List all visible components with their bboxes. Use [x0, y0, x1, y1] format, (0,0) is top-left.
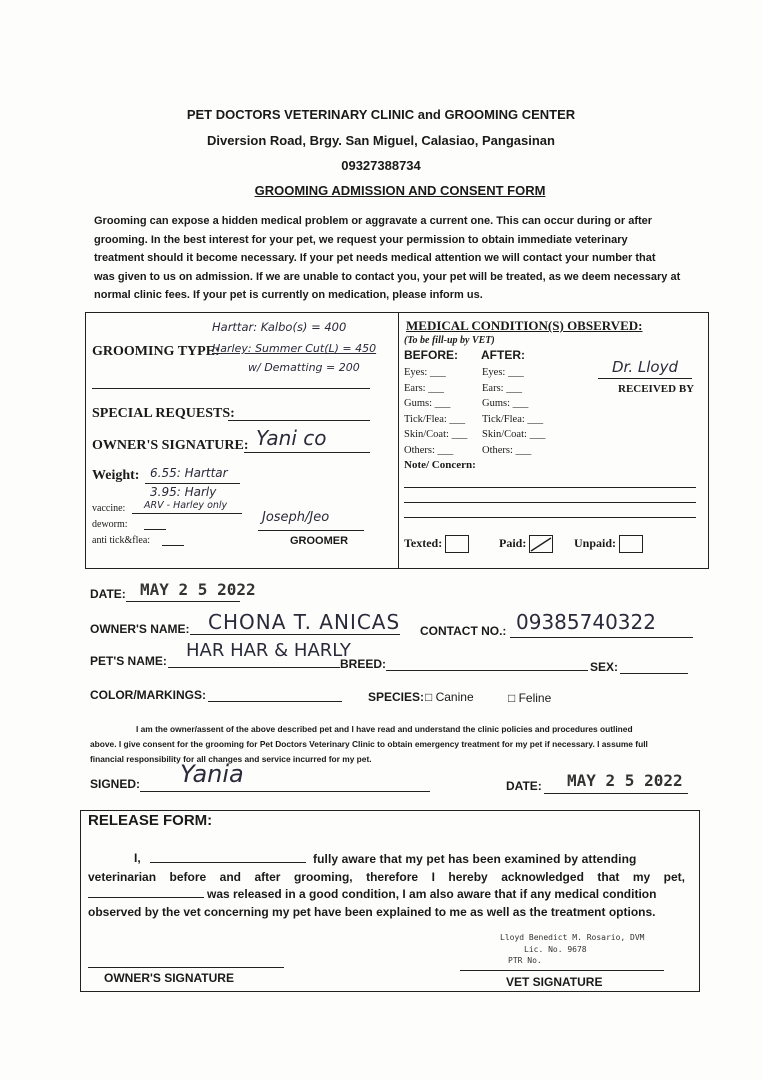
intro-line: normal clinic fees. If your pet is currently on medication, please inform us.	[94, 289, 483, 301]
consent-line: above. I give consent for the grooming for Pet Doctors Veterinary Clinic to obtain emergency treatment for my pet if necessary. I assume full	[90, 739, 648, 749]
before-item: Eyes: ___	[404, 367, 446, 378]
antitick-label: anti tick&flea:	[92, 535, 151, 546]
clinic-address: Diversion Road, Brgy. San Miguel, Calasiao, Pangasinan	[207, 133, 555, 148]
paid-box[interactable]	[529, 535, 553, 553]
release-title: RELEASE FORM:	[88, 812, 213, 829]
pet-name-label: PET'S NAME:	[90, 654, 167, 668]
sex-line	[620, 673, 688, 674]
deworm-line	[144, 529, 166, 530]
species-feline[interactable]: □ Feline	[508, 691, 552, 705]
after-item: Tick/Flea: ___	[482, 413, 544, 425]
grooming-type-label: GROOMING TYPE:	[92, 344, 220, 359]
date-line	[126, 601, 240, 602]
before-item: Tick/Flea: ___	[404, 413, 466, 425]
owner-signature-label: OWNER'S SIGNATURE:	[92, 438, 249, 453]
species-canine[interactable]: □ Canine	[425, 690, 474, 704]
owner-name-label: OWNER'S NAME:	[90, 622, 190, 636]
owner-signature-value: Yani co	[256, 426, 327, 450]
sex-label: SEX:	[590, 660, 619, 674]
received-by-line	[598, 378, 692, 379]
vet-signature-caption: VET SIGNATURE	[506, 975, 603, 989]
weight-label: Weight:	[92, 468, 140, 483]
texted-checkbox[interactable]: Texted:	[404, 535, 469, 553]
pet-name-line	[168, 667, 340, 668]
unpaid-checkbox[interactable]: Unpaid:	[574, 535, 643, 553]
signed-line	[140, 791, 430, 792]
color-label: COLOR/MARKINGS:	[90, 688, 206, 702]
check-mark-icon	[530, 536, 552, 552]
before-item: Skin/Coat: ___	[404, 429, 468, 441]
after-label: AFTER:	[481, 348, 525, 362]
note-line	[404, 517, 696, 518]
release-line2: veterinarian before and after grooming, therefore I hereby acknowledged that my pet,	[88, 870, 685, 884]
checkbox-icon: □	[425, 690, 433, 704]
before-label: BEFORE:	[404, 348, 458, 362]
vaccine-label: vaccine:	[92, 503, 126, 514]
medical-subtitle: (To be fill-up by VET)	[404, 335, 495, 346]
signed-value: Yania	[180, 760, 244, 788]
release-line1: fully aware that my pet has been examined by attending	[313, 852, 637, 866]
intro-line: grooming. In the best interest for your pet, we request your permission to obtain immediate veterinary	[94, 233, 628, 246]
deworm-label: deworm:	[92, 519, 128, 530]
note-line	[404, 502, 696, 503]
contact-value: 09385740322	[516, 610, 656, 634]
received-by-value: Dr. Lloyd	[612, 358, 678, 376]
date-label: DATE:	[90, 587, 126, 601]
pet-name-value: HAR HAR & HARLY	[186, 640, 351, 661]
vaccine-line	[132, 513, 242, 514]
stamp-line: PTR No.	[508, 956, 542, 965]
box-divider	[398, 312, 399, 569]
grooming-type-value: w/ Dematting = 200	[248, 361, 360, 374]
groomer-label: GROOMER	[290, 535, 349, 547]
consent-line: financial responsibility for all changes and service incurred for my pet.	[90, 754, 372, 764]
vaccine-value: ARV - Harley only	[144, 500, 228, 511]
date-value: MAY 2 5 2022	[140, 580, 256, 599]
owner-signature-line-release	[88, 967, 284, 968]
texted-box[interactable]	[445, 535, 469, 553]
before-list	[404, 365, 467, 459]
owner-signature-line	[244, 452, 370, 453]
groomer-value: Joseph/Jeo	[262, 510, 330, 525]
before-item: Ears: ___	[404, 382, 444, 394]
consent-line: I am the owner/assent of the above described pet and I have read and understand the clinic policies and procedures outlined	[136, 724, 633, 734]
contact-line	[510, 637, 693, 638]
vet-stamp	[500, 932, 645, 967]
stamp-line: Lloyd Benedict M. Rosario, DVM	[500, 933, 645, 942]
groomer-line	[258, 530, 364, 531]
signed-date-line	[544, 793, 688, 794]
form-title: GROOMING ADMISSION AND CONSENT FORM	[254, 183, 546, 198]
note-label: Note/ Concern:	[404, 459, 476, 471]
signed-date-label: DATE:	[506, 779, 542, 793]
species-label: SPECIES:	[368, 690, 425, 704]
signed-date-value: MAY 2 5 2022	[567, 771, 683, 790]
special-requests-label: SPECIAL REQUESTS:	[92, 406, 235, 421]
weight-value: 6.55: Harttar	[150, 466, 228, 480]
owner-signature-caption: OWNER'S SIGNATURE	[104, 971, 234, 985]
owner-name-value: CHONA T. ANICAS	[208, 610, 401, 634]
grooming-type-value: Harley: Summer Cut(L) = 450	[212, 342, 377, 355]
after-item: Ears: ___	[482, 382, 522, 394]
paid-checkbox[interactable]: Paid:	[499, 535, 553, 553]
clinic-name: PET DOCTORS VETERINARY CLINIC and GROOMING CENTER	[186, 107, 576, 122]
after-item: Others: ___	[482, 444, 532, 456]
weight-line	[145, 483, 240, 484]
signed-label: SIGNED:	[90, 777, 141, 791]
clinic-phone: 09327388734	[341, 158, 421, 173]
breed-label: BREED:	[340, 657, 387, 671]
color-line	[208, 701, 342, 702]
owner-name-line	[190, 634, 400, 635]
after-item: Gums: ___	[482, 398, 529, 410]
vet-signature-line	[460, 970, 664, 971]
release-name-line	[150, 862, 306, 863]
grooming-type-line	[92, 388, 370, 389]
after-list	[482, 365, 545, 459]
intro-line: treatment should it become necessary. If your pet needs medical attention we will contact your number that	[94, 252, 656, 264]
before-item: Gums: ___	[404, 398, 451, 410]
after-item: Eyes: ___	[482, 367, 524, 378]
special-requests-line	[228, 420, 370, 421]
unpaid-box[interactable]	[619, 535, 643, 553]
note-line	[404, 487, 696, 488]
contact-label: CONTACT NO.:	[420, 624, 507, 638]
breed-line	[386, 670, 588, 671]
medical-title: MEDICAL CONDITION(S) OBSERVED:	[406, 318, 643, 333]
intro-line: Grooming can expose a hidden medical problem or aggravate a current one. This can occur during or after	[94, 215, 653, 227]
weight-value: 3.95: Harly	[150, 485, 217, 499]
intro-paragraph	[94, 212, 704, 305]
before-item: Others: ___	[404, 444, 454, 456]
stamp-line: Lic. No. 9678	[524, 944, 587, 954]
release-line4: observed by the vet concerning my pet have been explained to me as well as the treatment options.	[88, 905, 656, 919]
grooming-type-value: Harttar: Kalbo(s) = 400	[212, 320, 347, 334]
release-pet-line	[88, 897, 204, 898]
release-i: I,	[134, 851, 141, 865]
intro-line: was given to us on admission. If we are unable to contact you, your pet will be treated, as we deem necessary at	[94, 270, 681, 283]
received-by-label: RECEIVED BY	[618, 383, 695, 395]
checkbox-icon: □	[508, 691, 516, 705]
antitick-line	[162, 545, 184, 546]
after-item: Skin/Coat: ___	[482, 429, 546, 441]
release-line3: was released in a good condition, I am also aware that if any medical condition	[207, 887, 657, 901]
